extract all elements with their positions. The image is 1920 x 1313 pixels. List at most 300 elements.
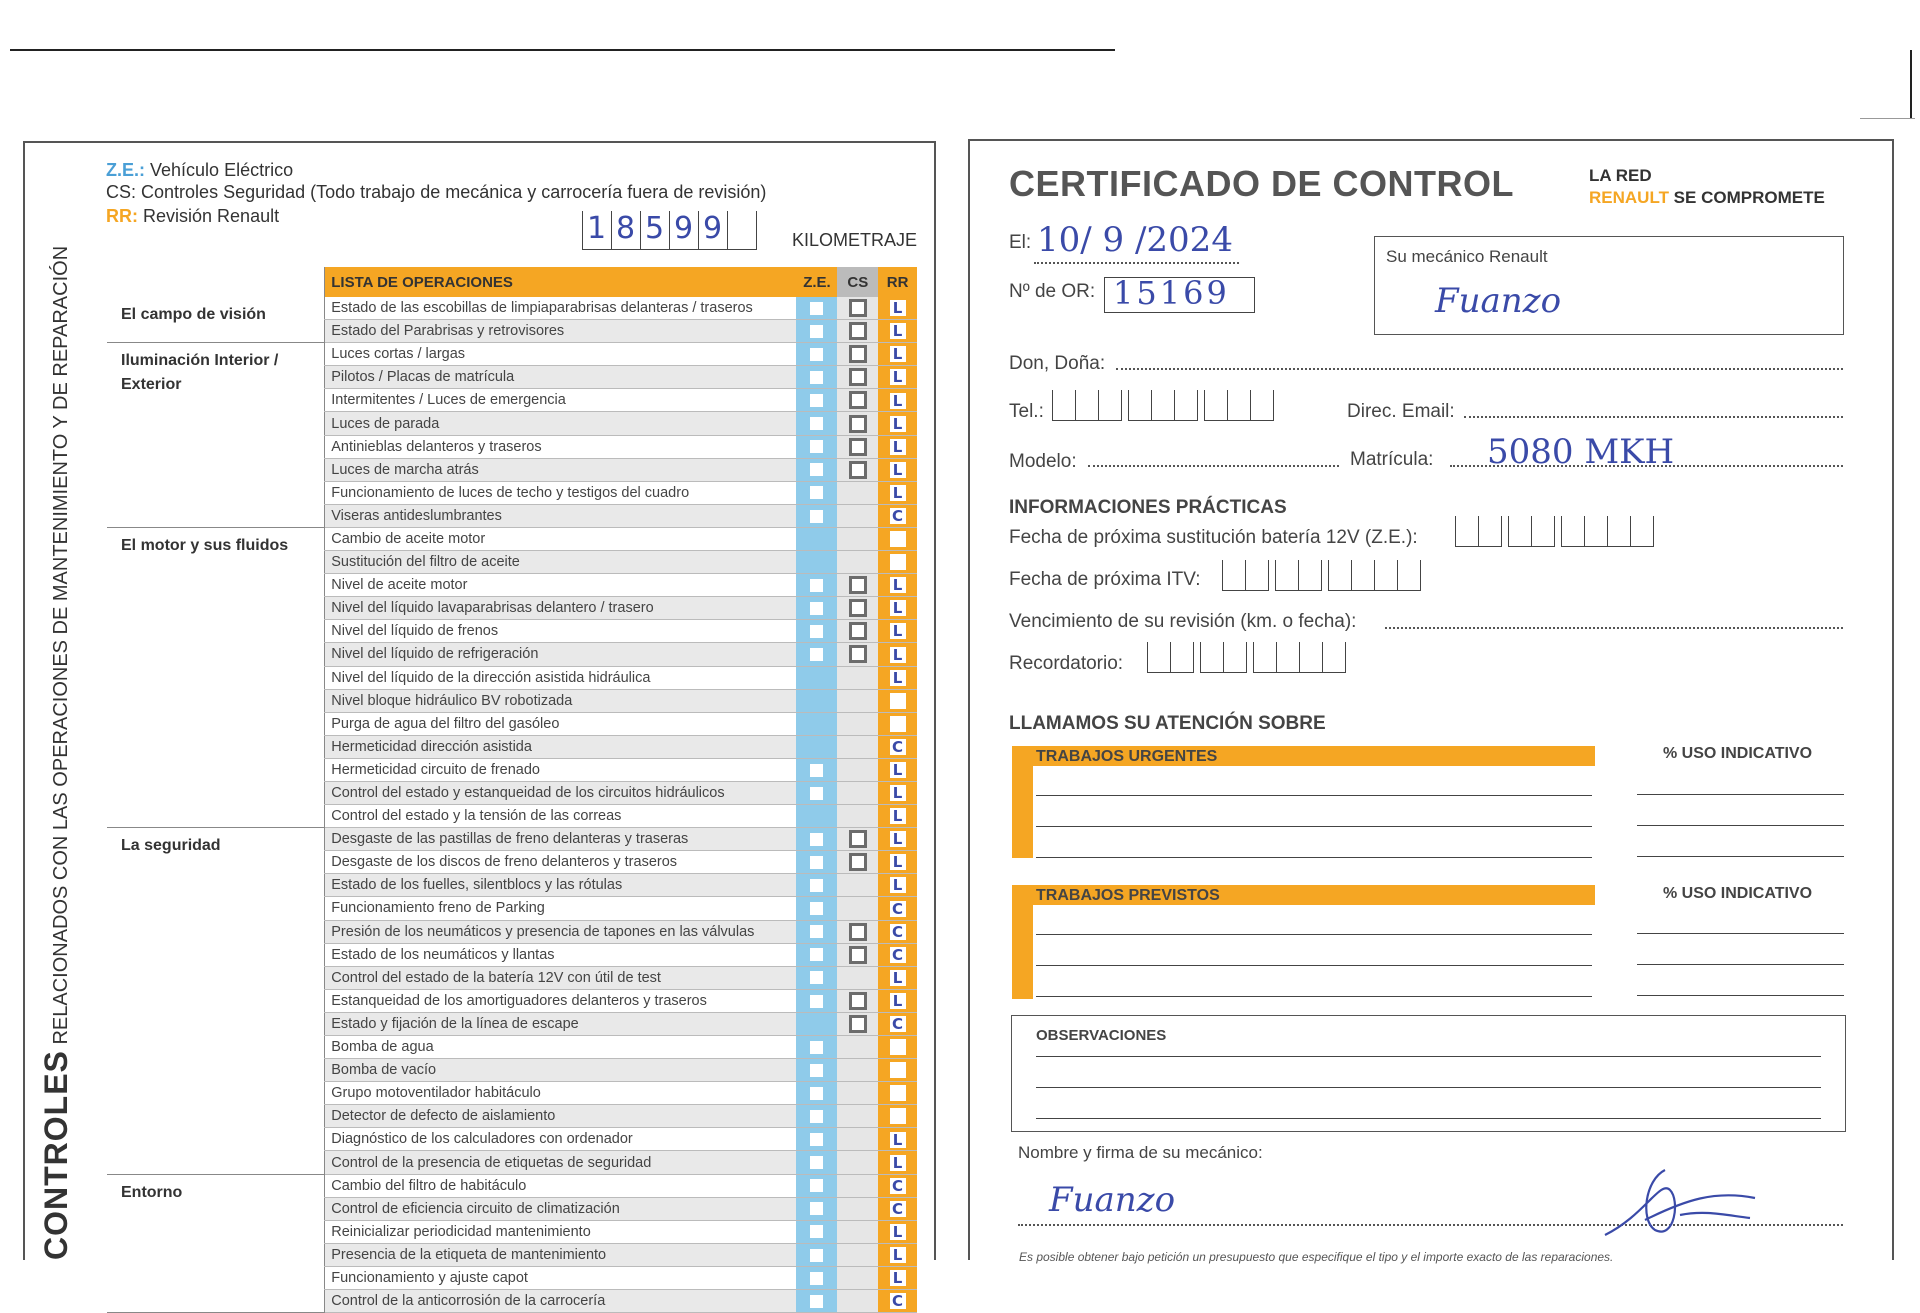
side-title-bold: CONTROLES: [38, 1050, 74, 1260]
header-cs: CS: [837, 267, 878, 297]
km-digit-box[interactable]: [582, 211, 611, 250]
legend-rr-key: RR:: [106, 206, 138, 226]
cs-checkbox[interactable]: [849, 923, 867, 941]
bateria-boxes[interactable]: [1455, 516, 1660, 547]
km-digit-box[interactable]: [727, 211, 757, 250]
rr-checkbox[interactable]: L: [890, 785, 906, 801]
cs-cell: [837, 481, 878, 504]
kilometraje-label: KILOMETRAJE: [792, 230, 918, 250]
ze-checkbox[interactable]: [810, 648, 823, 661]
cs-checkbox[interactable]: [849, 391, 867, 409]
cs-checkbox[interactable]: [849, 345, 867, 363]
cs-cell: [837, 297, 878, 320]
rr-cell: [878, 412, 917, 435]
km-digit: 1: [587, 211, 607, 246]
cs-cell: [837, 1151, 878, 1174]
header-ze: Z.E.: [796, 267, 837, 297]
cs-cell: [837, 1197, 878, 1220]
rr-cell: [878, 1082, 917, 1105]
vencimiento-field[interactable]: [1385, 627, 1843, 629]
cs-cell: [837, 389, 878, 412]
modelo-field[interactable]: [1088, 465, 1339, 467]
rr-checkbox[interactable]: L: [890, 416, 906, 432]
ze-checkbox[interactable]: [810, 625, 823, 638]
rr-checkbox[interactable]: L: [890, 1270, 906, 1286]
rr-cell: [878, 343, 917, 366]
table-row: [107, 343, 917, 366]
rr-checkbox[interactable]: L: [890, 300, 906, 316]
rr-cell: [878, 320, 917, 343]
cs-cell: [837, 851, 878, 874]
legend-rr-text: Revisión Renault: [143, 206, 280, 226]
ze-cell: [796, 1197, 837, 1220]
operation-label: Intermitentes / Luces de emergencia: [325, 389, 797, 412]
info-title: INFORMACIONES PRÁCTICAS: [1009, 497, 1287, 518]
cs-checkbox[interactable]: [849, 830, 867, 848]
rr-checkbox[interactable]: L: [890, 323, 906, 339]
cs-checkbox[interactable]: [849, 299, 867, 317]
urgentes-line-2[interactable]: [1036, 826, 1592, 827]
rr-checkbox[interactable]: L: [890, 762, 906, 778]
rr-cell: [878, 666, 917, 689]
rr-checkbox[interactable]: L: [890, 993, 906, 1009]
renault-commitment: [1589, 165, 1825, 209]
operation-label: Purga de agua del filtro del gasóleo: [325, 712, 797, 735]
or-box[interactable]: [1104, 274, 1255, 313]
operation-label: Nivel bloque hidráulico BV robotizada: [325, 689, 797, 712]
ze-checkbox[interactable]: [810, 440, 823, 453]
ze-cell: [796, 620, 837, 643]
category-label: Entorno: [107, 1174, 325, 1313]
rr-cell: [878, 389, 917, 412]
ze-cell: [796, 851, 837, 874]
rr-checkbox[interactable]: L: [890, 970, 906, 986]
operation-label: Detector de defecto de aislamiento: [325, 1105, 797, 1128]
ze-checkbox[interactable]: [810, 1064, 823, 1077]
rr-checkbox[interactable]: L: [890, 647, 906, 663]
ze-checkbox[interactable]: [810, 764, 823, 777]
rr-checkbox[interactable]: C: [890, 739, 906, 755]
rr-checkbox[interactable]: L: [890, 877, 906, 893]
matricula-value[interactable]: 5080 MKH: [1487, 432, 1675, 472]
operation-label: Reinicializar periodicidad mantenimiento: [325, 1220, 797, 1243]
previstos-uso-line-3[interactable]: [1637, 995, 1844, 996]
ze-checkbox[interactable]: [810, 879, 823, 892]
previstos-line-3[interactable]: [1036, 996, 1592, 997]
cs-cell: [837, 897, 878, 920]
rr-checkbox[interactable]: L: [890, 670, 906, 686]
rr-checkbox[interactable]: L: [890, 346, 906, 362]
km-digit: 5: [645, 211, 665, 246]
cs-checkbox[interactable]: [849, 322, 867, 340]
ze-cell: [796, 712, 837, 735]
cs-cell: [837, 597, 878, 620]
operation-label: Funcionamiento y ajuste capot: [325, 1266, 797, 1289]
ze-checkbox[interactable]: [810, 1272, 823, 1285]
top-rule-right: [1860, 118, 1915, 119]
km-digit-box[interactable]: [611, 211, 640, 250]
rr-checkbox[interactable]: C: [890, 901, 906, 917]
rr-checkbox[interactable]: L: [890, 808, 906, 824]
ze-checkbox[interactable]: [810, 971, 823, 984]
ze-checkbox[interactable]: [810, 1156, 823, 1169]
operation-label: Desgaste de las pastillas de freno delanteras y traseras: [325, 828, 797, 851]
don-label: Don, Doña:: [1009, 353, 1106, 374]
operation-label: Bomba de vacío: [325, 1059, 797, 1082]
or-label: Nº de OR:: [1009, 281, 1096, 302]
cs-checkbox[interactable]: [849, 645, 867, 663]
km-digit: 9: [674, 211, 694, 246]
rr-checkbox[interactable]: C: [890, 1293, 906, 1309]
kilometraje-boxes[interactable]: [582, 210, 757, 250]
rr-cell: [878, 1059, 917, 1082]
previstos-line-1[interactable]: [1036, 934, 1592, 935]
cs-cell: [837, 828, 878, 851]
rr-cell: [878, 989, 917, 1012]
ze-cell: [796, 874, 837, 897]
operation-label: Control del estado y estanqueidad de los circuitos hidráulicos: [325, 781, 797, 804]
operation-label: Cambio del filtro de habitáculo: [325, 1174, 797, 1197]
ze-checkbox[interactable]: [810, 348, 823, 361]
rr-cell: [878, 758, 917, 781]
cs-cell: [837, 735, 878, 758]
rr-checkbox[interactable]: [890, 1039, 906, 1055]
ze-checkbox[interactable]: [810, 902, 823, 915]
ze-checkbox[interactable]: [810, 995, 823, 1008]
itv-label: Fecha de próxima ITV:: [1009, 569, 1201, 590]
operations-table: [107, 267, 917, 1313]
previstos-uso-line-2[interactable]: [1637, 964, 1844, 965]
operation-label: Presión de los neumáticos y presencia de tapones en las válvulas: [325, 920, 797, 943]
ze-cell: [796, 666, 837, 689]
rr-cell: [878, 643, 917, 666]
operation-label: Control del estado y la tensión de las correas: [325, 805, 797, 828]
cs-cell: [837, 504, 878, 527]
urgentes-side: [1012, 746, 1033, 858]
rr-cell: [878, 1220, 917, 1243]
previstos-side: [1012, 885, 1033, 999]
ze-checkbox[interactable]: [810, 925, 823, 938]
cs-checkbox[interactable]: [849, 368, 867, 386]
legend-ze-text: Vehículo Eléctrico: [150, 160, 294, 180]
rr-checkbox[interactable]: L: [890, 831, 906, 847]
operation-label: Antinieblas delanteros y traseros: [325, 435, 797, 458]
km-digit-box[interactable]: [698, 211, 727, 250]
mechanic-box: [1374, 236, 1844, 335]
ze-cell: [796, 1290, 837, 1313]
ze-cell: [796, 597, 837, 620]
cs-cell: [837, 989, 878, 1012]
operation-label: Grupo motoventilador habitáculo: [325, 1082, 797, 1105]
operation-label: Luces de parada: [325, 412, 797, 435]
ze-cell: [796, 389, 837, 412]
ze-cell: [796, 781, 837, 804]
operation-label: Nivel de aceite motor: [325, 574, 797, 597]
obs-line-1[interactable]: [1036, 1056, 1821, 1057]
rr-checkbox[interactable]: L: [890, 393, 906, 409]
rr-checkbox[interactable]: [890, 531, 906, 547]
renault-text: RENAULT: [1589, 188, 1669, 207]
operation-label: Estado de los fuelles, silentblocs y las rótulas: [325, 874, 797, 897]
cs-checkbox[interactable]: [849, 946, 867, 964]
recordatorio-boxes[interactable]: [1147, 642, 1352, 673]
rr-checkbox[interactable]: L: [890, 369, 906, 385]
ze-checkbox[interactable]: [810, 1225, 823, 1238]
cs-checkbox[interactable]: [849, 576, 867, 594]
ze-cell: [796, 481, 837, 504]
cs-checkbox[interactable]: [849, 415, 867, 433]
ze-cell: [796, 1036, 837, 1059]
rr-cell: [878, 897, 917, 920]
ze-cell: [796, 989, 837, 1012]
operation-label: Estado y fijación de la línea de escape: [325, 1012, 797, 1035]
cs-checkbox[interactable]: [849, 853, 867, 871]
cs-cell: [837, 1036, 878, 1059]
ze-checkbox[interactable]: [810, 787, 823, 800]
cs-cell: [837, 1174, 878, 1197]
obs-line-2[interactable]: [1036, 1087, 1821, 1088]
urgentes-uso-line-1[interactable]: [1637, 794, 1844, 795]
header-list: LISTA DE OPERACIONES: [325, 267, 797, 297]
ze-cell: [796, 920, 837, 943]
la-red-text: LA RED: [1589, 166, 1652, 185]
ze-cell: [796, 1082, 837, 1105]
rr-checkbox[interactable]: [890, 554, 906, 570]
cs-cell: [837, 620, 878, 643]
rr-checkbox[interactable]: [890, 693, 906, 709]
rr-checkbox[interactable]: L: [890, 600, 906, 616]
rr-cell: [878, 1151, 917, 1174]
operation-label: Estado de los neumáticos y llantas: [325, 943, 797, 966]
km-digit-box[interactable]: [640, 211, 669, 250]
km-digit-box[interactable]: [669, 211, 698, 250]
previstos-uso-line-1[interactable]: [1637, 933, 1844, 934]
operation-label: Funcionamiento de luces de techo y testigos del cuadro: [325, 481, 797, 504]
rr-checkbox[interactable]: [890, 716, 906, 732]
operation-label: Control de eficiencia circuito de climatización: [325, 1197, 797, 1220]
urgentes-line-3[interactable]: [1036, 857, 1592, 858]
operation-label: Bomba de agua: [325, 1036, 797, 1059]
urgentes-label: TRABAJOS URGENTES: [1036, 748, 1218, 765]
itv-boxes[interactable]: [1222, 560, 1427, 591]
ze-cell: [796, 1266, 837, 1289]
cs-cell: [837, 666, 878, 689]
ze-cell: [796, 758, 837, 781]
rr-checkbox[interactable]: L: [890, 1132, 906, 1148]
ze-cell: [796, 458, 837, 481]
bateria-label: Fecha de próxima sustitución batería 12V (Z.E.):: [1009, 527, 1418, 548]
ze-checkbox[interactable]: [810, 486, 823, 499]
cs-cell: [837, 712, 878, 735]
category-label: La seguridad: [107, 828, 325, 1174]
rr-checkbox[interactable]: C: [890, 508, 906, 524]
cs-cell: [837, 1128, 878, 1151]
urgentes-uso-line-3[interactable]: [1637, 856, 1844, 857]
rr-cell: [878, 1105, 917, 1128]
ze-cell: [796, 527, 837, 550]
table-row: [107, 828, 917, 851]
ze-cell: [796, 735, 837, 758]
rr-checkbox[interactable]: [890, 1108, 906, 1124]
rr-cell: [878, 920, 917, 943]
operation-label: Estado de las escobillas de limpiaparabrisas delanteras / traseros: [325, 297, 797, 320]
urgentes-uso: % USO INDICATIVO: [1663, 745, 1813, 762]
rr-checkbox[interactable]: L: [890, 485, 906, 501]
atencion-title: LLAMAMOS SU ATENCIÓN SOBRE: [1009, 713, 1326, 734]
ze-cell: [796, 297, 837, 320]
cs-cell: [837, 1220, 878, 1243]
rr-checkbox[interactable]: [890, 1085, 906, 1101]
ze-checkbox[interactable]: [810, 1133, 823, 1146]
ze-checkbox[interactable]: [810, 463, 823, 476]
rr-cell: [878, 1174, 917, 1197]
cs-cell: [837, 1105, 878, 1128]
ze-checkbox[interactable]: [810, 325, 823, 338]
tel-label: Tel.:: [1009, 401, 1044, 422]
ze-checkbox[interactable]: [810, 579, 823, 592]
cs-cell: [837, 1266, 878, 1289]
date-value[interactable]: 10/ 9 /2024: [1037, 220, 1233, 260]
rr-checkbox[interactable]: [890, 1062, 906, 1078]
cs-cell: [837, 758, 878, 781]
ze-checkbox[interactable]: [810, 833, 823, 846]
cs-cell: [837, 1082, 878, 1105]
matricula-label: Matrícula:: [1350, 449, 1434, 470]
cs-cell: [837, 874, 878, 897]
ze-checkbox[interactable]: [810, 394, 823, 407]
email-field[interactable]: [1464, 416, 1843, 418]
rr-cell: [878, 851, 917, 874]
rr-checkbox[interactable]: L: [890, 854, 906, 870]
ze-checkbox[interactable]: [810, 1087, 823, 1100]
rr-cell: [878, 551, 917, 574]
tel-boxes[interactable]: [1052, 390, 1280, 421]
rr-cell: [878, 1012, 917, 1035]
rr-cell: [878, 1036, 917, 1059]
date-label: El:: [1009, 232, 1032, 253]
operation-label: Funcionamiento freno de Parking: [325, 897, 797, 920]
operation-label: Nivel del líquido lavaparabrisas delantero / trasero: [325, 597, 797, 620]
ze-checkbox[interactable]: [810, 417, 823, 430]
ze-checkbox[interactable]: [810, 856, 823, 869]
rr-cell: [878, 689, 917, 712]
rr-cell: [878, 712, 917, 735]
ze-checkbox[interactable]: [810, 602, 823, 615]
ze-checkbox[interactable]: [810, 1110, 823, 1123]
cs-checkbox[interactable]: [849, 461, 867, 479]
rr-cell: [878, 458, 917, 481]
ze-checkbox[interactable]: [810, 302, 823, 315]
cs-checkbox[interactable]: [849, 1015, 867, 1033]
rr-checkbox[interactable]: L: [890, 623, 906, 639]
rr-checkbox[interactable]: L: [890, 1247, 906, 1263]
table-row: [107, 527, 917, 550]
cs-checkbox[interactable]: [849, 992, 867, 1010]
ze-checkbox[interactable]: [810, 510, 823, 523]
operation-label: Control de la anticorrosión de la carrocería: [325, 1290, 797, 1313]
rr-cell: [878, 828, 917, 851]
table-row: [107, 297, 917, 320]
cs-cell: [837, 343, 878, 366]
certificate-title: CERTIFICADO DE CONTROL: [1009, 163, 1514, 204]
ze-cell: [796, 643, 837, 666]
ze-checkbox[interactable]: [810, 1295, 823, 1308]
rr-checkbox[interactable]: L: [890, 577, 906, 593]
cs-checkbox[interactable]: [849, 622, 867, 640]
rr-cell: [878, 966, 917, 989]
cs-cell: [837, 527, 878, 550]
rr-cell: [878, 1197, 917, 1220]
obs-line-3[interactable]: [1036, 1118, 1821, 1119]
cs-cell: [837, 1290, 878, 1313]
previstos-line-2[interactable]: [1036, 965, 1592, 966]
edge-bracket: [1910, 50, 1912, 118]
cs-checkbox[interactable]: [849, 599, 867, 617]
ze-checkbox[interactable]: [810, 948, 823, 961]
urgentes-uso-line-2[interactable]: [1637, 825, 1844, 826]
don-field[interactable]: [1116, 368, 1843, 370]
header-rr: RR: [878, 267, 917, 297]
cs-cell: [837, 920, 878, 943]
rr-cell: [878, 1290, 917, 1313]
ze-checkbox[interactable]: [810, 371, 823, 384]
ze-cell: [796, 412, 837, 435]
cs-cell: [837, 458, 878, 481]
ze-cell: [796, 1151, 837, 1174]
ze-cell: [796, 1243, 837, 1266]
nombre-firma-label: Nombre y firma de su mecánico:: [1018, 1143, 1263, 1162]
side-title: [38, 246, 75, 1260]
rr-checkbox[interactable]: L: [890, 439, 906, 455]
rr-checkbox[interactable]: C: [890, 924, 906, 940]
operation-label: Nivel del líquido de la dirección asistida hidráulica: [325, 666, 797, 689]
rr-checkbox[interactable]: L: [890, 462, 906, 478]
rr-cell: [878, 874, 917, 897]
rr-checkbox[interactable]: C: [890, 1016, 906, 1032]
cs-cell: [837, 435, 878, 458]
operation-label: Hermeticidad circuito de frenado: [325, 758, 797, 781]
rr-cell: [878, 620, 917, 643]
previstos-uso: % USO INDICATIVO: [1663, 885, 1813, 902]
rr-checkbox[interactable]: C: [890, 1178, 906, 1194]
rr-checkbox[interactable]: C: [890, 1201, 906, 1217]
email-label: Direc. Email:: [1347, 401, 1455, 422]
ze-checkbox[interactable]: [810, 1041, 823, 1054]
rr-checkbox[interactable]: L: [890, 1155, 906, 1171]
rr-checkbox[interactable]: C: [890, 947, 906, 963]
footer-note: Es posible obtener bajo petición un presupuesto que especifique el tipo y el importe exacto de las reparaciones.: [1019, 1250, 1614, 1264]
ze-cell: [796, 551, 837, 574]
operation-label: Hermeticidad dirección asistida: [325, 735, 797, 758]
rr-cell: [878, 481, 917, 504]
rr-cell: [878, 1128, 917, 1151]
cs-cell: [837, 1243, 878, 1266]
cs-cell: [837, 366, 878, 389]
cs-cell: [837, 574, 878, 597]
ze-cell: [796, 1059, 837, 1082]
or-value: 15169: [1113, 274, 1230, 312]
rr-checkbox[interactable]: L: [890, 1224, 906, 1240]
cs-checkbox[interactable]: [849, 438, 867, 456]
urgentes-line-1[interactable]: [1036, 795, 1592, 796]
operation-label: Desgaste de los discos de freno delanteros y traseros: [325, 851, 797, 874]
rr-cell: [878, 435, 917, 458]
cs-cell: [837, 805, 878, 828]
operation-label: Cambio de aceite motor: [325, 527, 797, 550]
operation-label: Nivel del líquido de frenos: [325, 620, 797, 643]
ze-checkbox[interactable]: [810, 1179, 823, 1192]
ze-checkbox[interactable]: [810, 1202, 823, 1215]
